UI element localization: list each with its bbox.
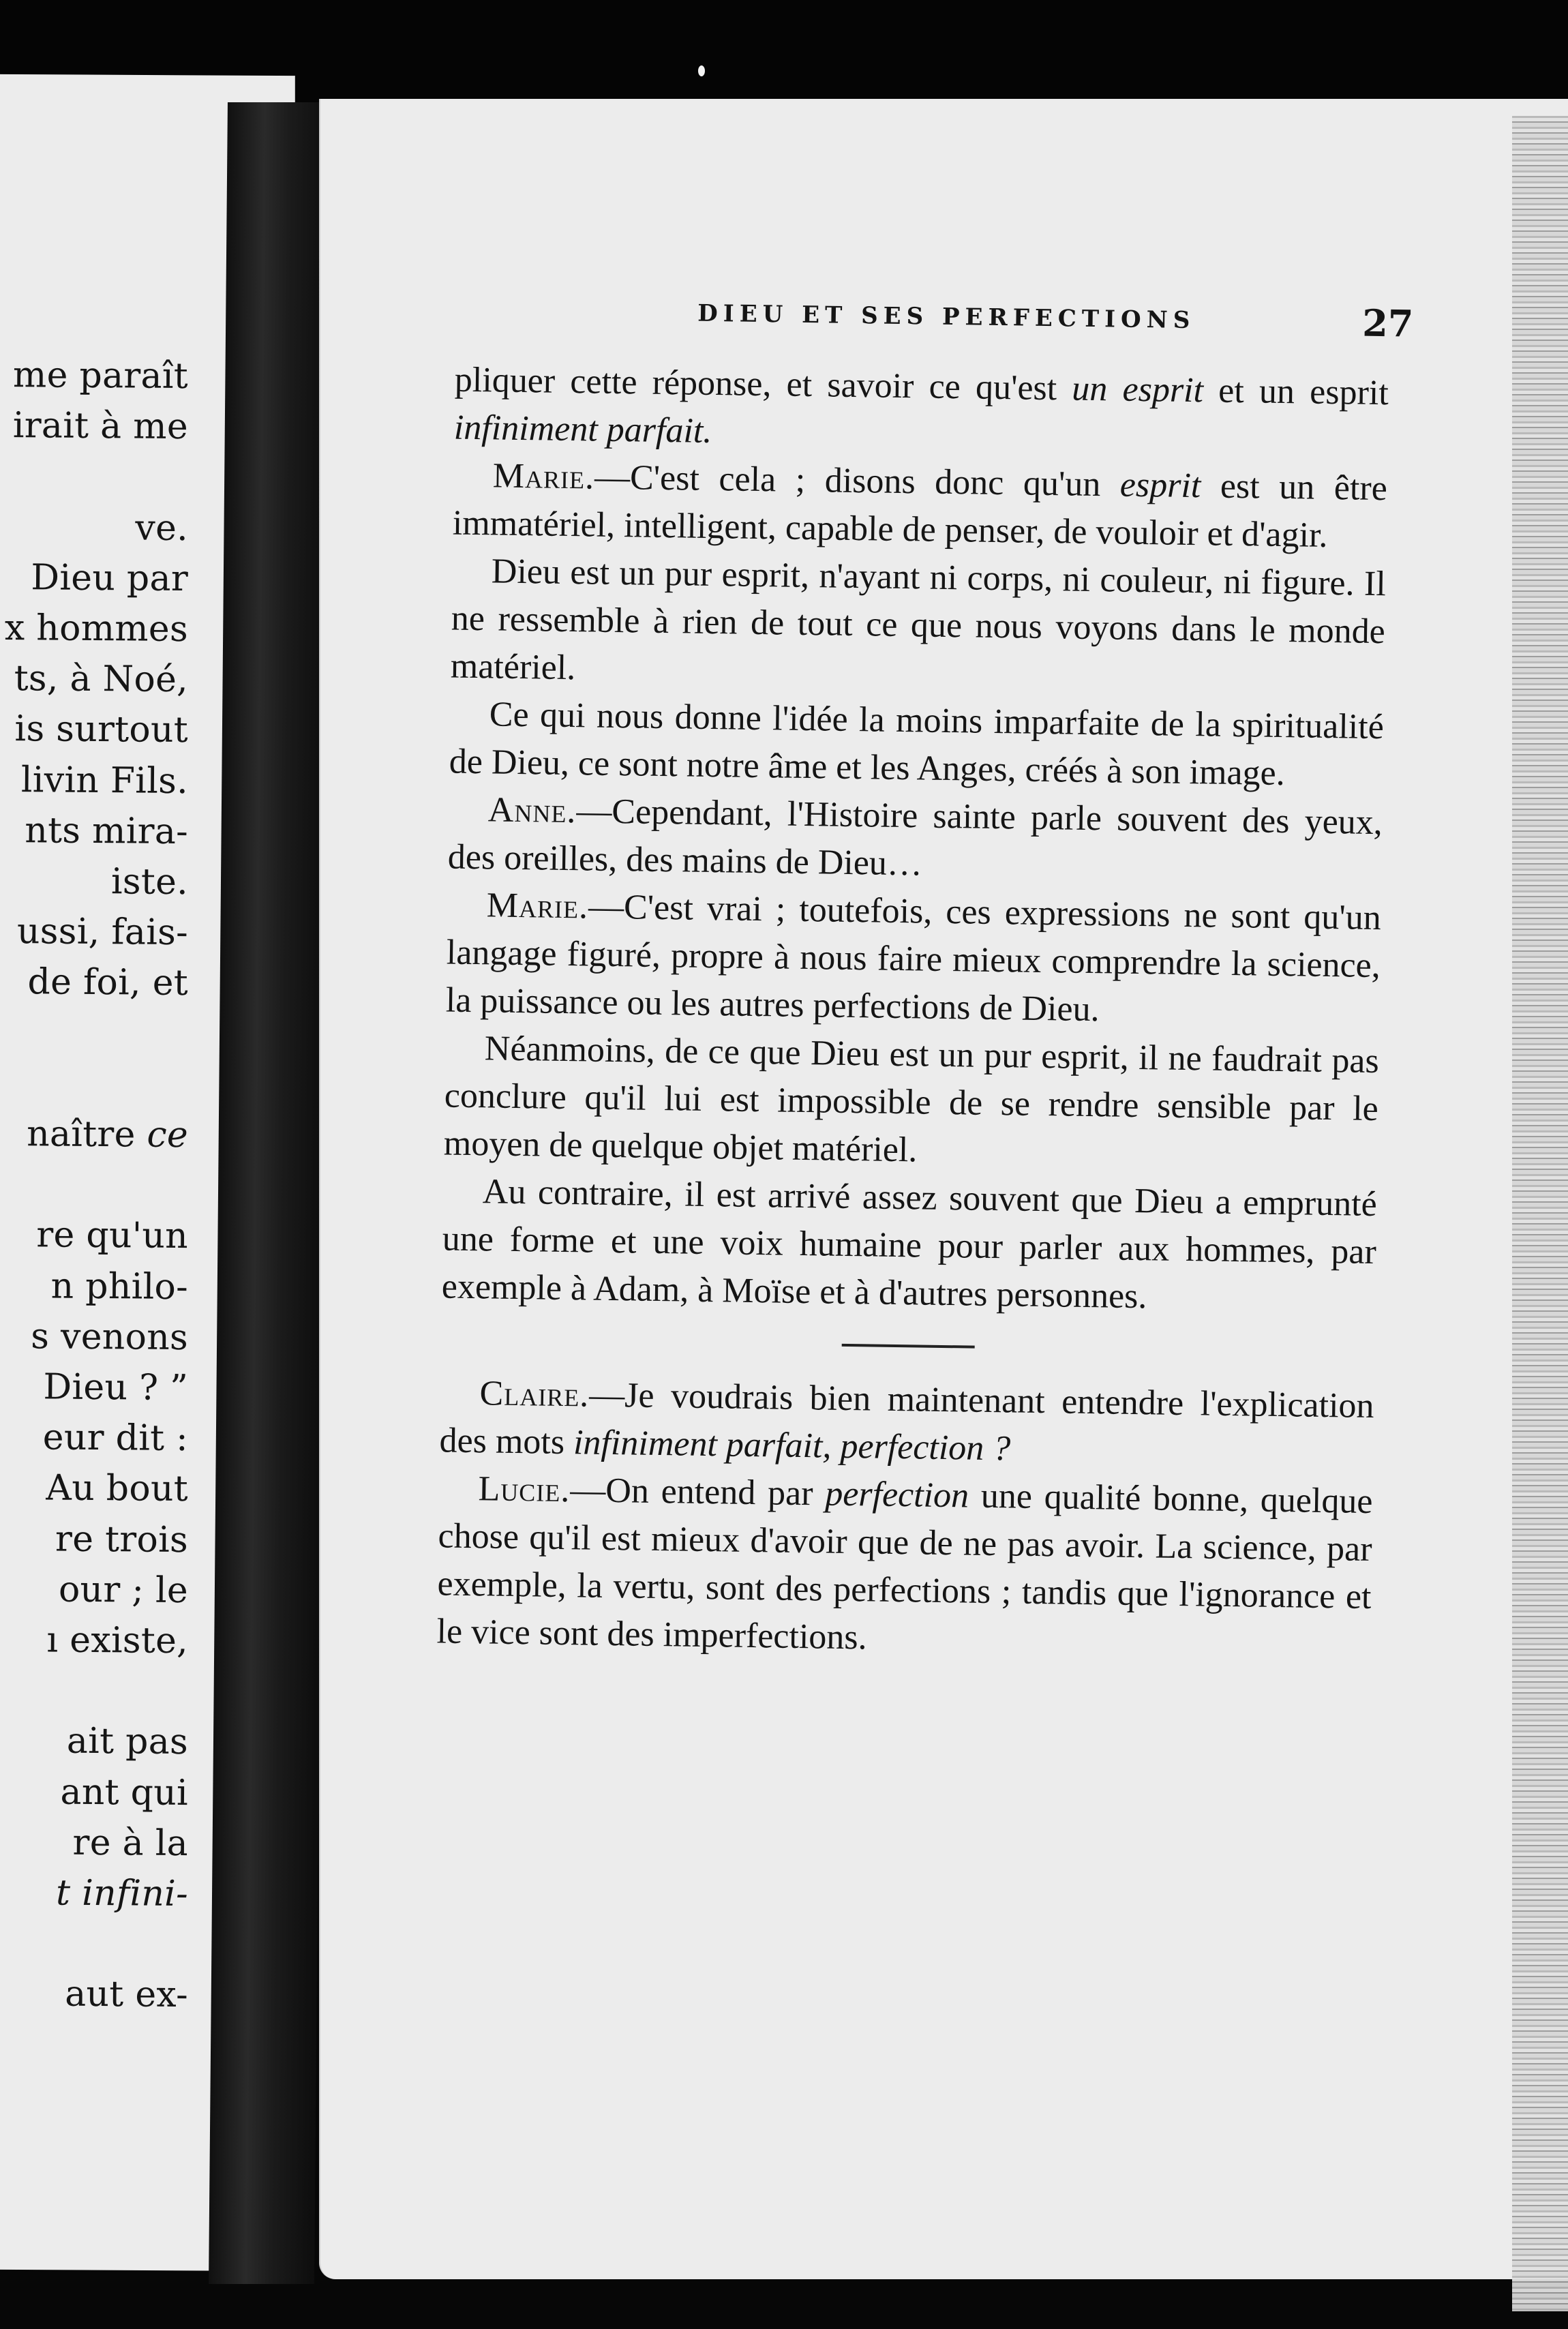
paragraph-2 [452, 452, 1387, 561]
text-segment: —C'est cela ; disons donc qu'un [594, 457, 1121, 505]
text-segment: Au contraire, il est arrivé assez souvent que Dieu a emprunté une forme et une voix humaine pour parler aux hommes, par exemple à Adam, à Moïse et à d'autres personnes. [441, 1172, 1378, 1317]
section-divider [841, 1344, 974, 1349]
running-head: DIEU ET SES PERFECTIONS [697, 299, 1196, 335]
left-page-line: ts, à Noé, [14, 658, 189, 701]
left-page-line: n philo- [50, 1265, 189, 1308]
paragraph-7 [443, 1024, 1379, 1181]
dust-speck [698, 65, 705, 76]
speaker-label: Marie. [492, 456, 595, 497]
italic-phrase: infiniment parfait. [453, 408, 712, 451]
left-page-line: re à la [72, 1822, 189, 1865]
speaker-label: Claire. [479, 1374, 590, 1415]
text-segment: —Cependant, l'Histoire sainte parle souvent des yeux, des oreilles, des mains de Dieu… [447, 792, 1383, 884]
paragraph-4 [449, 691, 1384, 800]
left-page-line: ı existe, [46, 1619, 189, 1662]
left-page-line: eur dit : [42, 1417, 189, 1460]
left-page-line: Dieu par [31, 557, 189, 600]
left-page-line: t infini- [55, 1872, 189, 1915]
left-page-line: Au bout [46, 1467, 189, 1510]
left-page-line: iste. [110, 861, 189, 903]
speaker-label: Anne. [487, 790, 577, 831]
text-segment: —C'est vrai ; toutefois, ces expressions ne sont qu'un langage figuré, propre à nous faire mieux comprendre la science, la puissance ou les autres perfections de Dieu. [445, 887, 1382, 1030]
left-page-line: aut ex- [64, 1973, 189, 2016]
text-segment: Dieu est un pur esprit, n'ayant ni corps, ni couleur, ni figure. Il ne ressemble à rien de tout ce que nous voyons dans le monde matériel. [450, 552, 1387, 688]
left-page-line: is surtout [14, 708, 189, 751]
italic-phrase: un esprit [1072, 369, 1204, 410]
left-page-line: ve. [135, 507, 189, 550]
left-page-line: irait à me [12, 405, 189, 448]
text-segment: pliquer cette réponse, et savoir ce qu'est [454, 360, 1072, 408]
italic-phrase: esprit [1119, 465, 1201, 506]
text-segment: est un être immatériel, intelligent, capable de penser, de vouloir et d'agir. [452, 466, 1388, 555]
speaker-label: Marie. [486, 886, 589, 927]
left-page-line: nts mira- [25, 810, 189, 853]
left-page-line: livin Fils. [20, 760, 189, 802]
paragraph-8 [441, 1167, 1377, 1324]
left-page-line: me paraît [12, 355, 189, 397]
text-segment: —Je voudrais bien maintenant entendre l'explication des mots [439, 1375, 1374, 1462]
speaker-label: Lucie. [478, 1469, 571, 1510]
left-page-line: ait pas [66, 1720, 189, 1763]
paragraph-10 [436, 1464, 1373, 1669]
left-page-line: x hommes [4, 607, 189, 650]
left-page-line: de foi, et [27, 961, 189, 1004]
text-segment: et un esprit [1203, 371, 1389, 413]
text-segment: Ce qui nous donne l'idée la moins imparfaite de la spiritualité de Dieu, ce sont notre âme et les Anges, créés à son image. [449, 695, 1385, 794]
text-segment: Néanmoins, de ce que Dieu est un pur esprit, il ne faudrait pas conclure qu'il lui est impossible de se rendre sensible par le moyen de quelque objet matériel. [443, 1029, 1380, 1170]
paragraph-3 [450, 547, 1386, 704]
left-page-line: s venons [31, 1316, 189, 1359]
paragraph-9 [439, 1369, 1374, 1478]
italic-phrase: perfection [824, 1474, 969, 1516]
left-page-line: re trois [55, 1518, 189, 1561]
left-page-line: naître ce [26, 1113, 189, 1156]
text-segment: —On entend par [569, 1471, 826, 1514]
page-number: 27 [1361, 301, 1414, 346]
main-text [436, 357, 1389, 1669]
page-content [305, 90, 1568, 2288]
text-segment: une qualité bonne, quelque chose qu'il est mieux d'avoir que de ne pas avoir. La science, par exemple, la vertu, sont des perfections ; tandis que l'ignorance et le vice sont des imperfections. [436, 1476, 1373, 1657]
left-page-line: our ; le [58, 1569, 189, 1612]
right-page [319, 99, 1568, 2279]
paragraph-5 [447, 786, 1383, 895]
left-page-line: ussi, fais- [16, 911, 189, 954]
left-page-line: re qu'un [36, 1214, 189, 1257]
left-page-line: Dieu ? ” [43, 1366, 189, 1409]
page-edge-strip [1512, 116, 1568, 2311]
italic-phrase: infiniment parfait, perfection ? [573, 1423, 1011, 1469]
paragraph-1 [453, 357, 1389, 466]
left-page-line: ant qui [60, 1771, 189, 1814]
paragraph-6 [445, 882, 1381, 1038]
